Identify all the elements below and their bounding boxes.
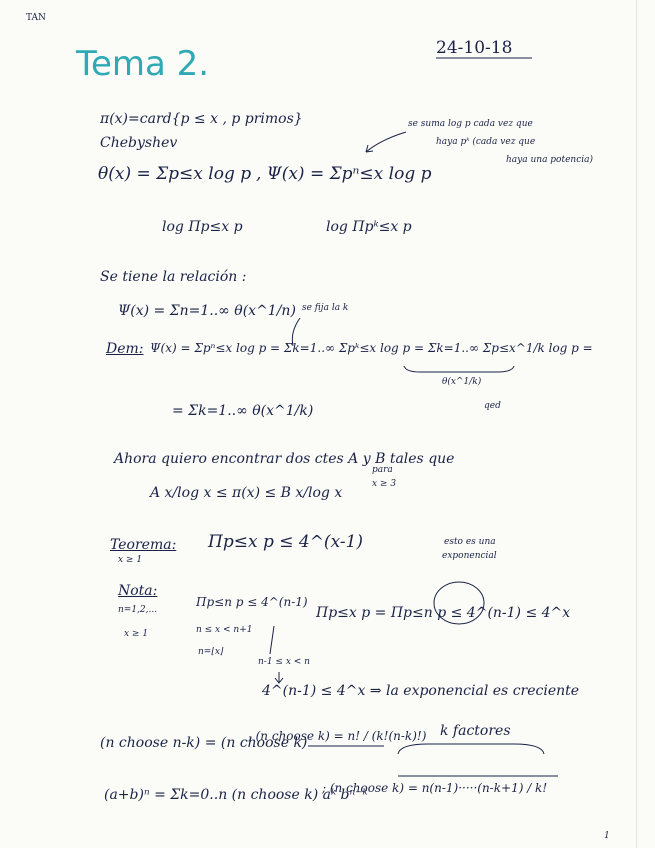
corner-tag: TAN (26, 13, 46, 23)
dem-line-2: = Σk=1..∞ θ(x^1/k) (172, 403, 314, 419)
theta-definition: θ(x) = Σp≤x log p (98, 164, 252, 184)
implies-line: 4^(n-1) ≤ 4^x ⇒ la exponencial es creciente (262, 683, 580, 699)
se-tiene-text: Se tiene la relación : (100, 269, 247, 285)
relation-formula: Ψ(x) = Σn=1..∞ θ(x^1/n) (118, 303, 296, 319)
dem-line: Ψ(x) = Σpⁿ≤x log p = Σk=1..∞ Σpᵏ≤x log p = Σk=1..∞ Σp≤x^1/k log p = (150, 341, 593, 355)
dem-label: Dem: (106, 341, 144, 357)
nota-range: n ≤ x < n+1 (196, 625, 253, 635)
teorema-statement: Πp≤x p ≤ 4^(x-1) (208, 532, 364, 552)
date: 24-10-18 (436, 38, 513, 58)
down-arrow (275, 672, 283, 683)
bounds-inequality: A x/log x ≤ π(x) ≤ B x/log x (150, 485, 343, 501)
page-number: 1 (604, 831, 610, 841)
nota-floor: n=⌊x⌋ (198, 647, 224, 657)
note-sum-2: haya pᵏ (cada vez que (436, 137, 536, 147)
se-fija-note: se fija la k (302, 303, 349, 313)
ahora-text: Ahora quiero encontrar dos ctes A y B tales que (114, 451, 455, 467)
teorema-condition: x ≥ 1 (118, 555, 143, 565)
k-factores-brace (398, 744, 544, 754)
esto-note-1: esto es una (444, 537, 496, 547)
bounds-cond-2: x ≥ 3 (372, 479, 397, 489)
nota-chain: Πp≤x p = Πp≤n p ≤ 4^(n-1) ≤ 4^x (316, 605, 571, 621)
nota-product: Πp≤n p ≤ 4^(n-1) (196, 595, 308, 609)
psi-definition: , Ψ(x) = Σpⁿ≤x log p (256, 164, 432, 184)
floor-arrow (270, 626, 274, 654)
theta-bracket (404, 366, 514, 372)
qed-mark: qed (484, 401, 501, 411)
page-title: Tema 2. (76, 44, 210, 84)
theta-bracket-label: θ(x^1/k) (442, 377, 482, 387)
nota-x-cond: x ≥ 1 (124, 629, 149, 639)
binomial-symmetry: (n choose n-k) = (n choose k) (100, 735, 308, 751)
note-sum-3: haya una potencia) (506, 155, 594, 165)
theta-log-product: log Πp≤x p (162, 219, 243, 235)
nota-n-values: n=1,2,... (118, 605, 158, 615)
binomial-product: ; (n choose k) = n(n-1)·····(n-k+1) / k! (322, 781, 548, 795)
note-arrow (366, 132, 406, 152)
psi-log-product: log Πpᵏ≤x p (326, 219, 412, 235)
binomial-theorem: (a+b)ⁿ = Σk=0..n (n choose k) aᵏ bⁿ⁻ᵏ (104, 787, 368, 803)
bounds-cond-1: para (372, 465, 393, 475)
binomial-factorial: , (n choose k) = n! / (k!(n-k)!) (248, 729, 427, 743)
chebyshev-label: Chebyshev (100, 135, 178, 151)
n-minus-range: n-1 ≤ x < n (258, 657, 310, 667)
nota-label: Nota: (118, 583, 158, 599)
note-sum-1: se suma log p cada vez que (408, 119, 533, 129)
teorema-label: Teorema: (110, 537, 177, 553)
k-factores-label: k factores (440, 723, 511, 739)
pi-definition: π(x)=card{p ≤ x , p primos} (100, 111, 303, 127)
esto-note-2: exponencial (442, 551, 497, 561)
